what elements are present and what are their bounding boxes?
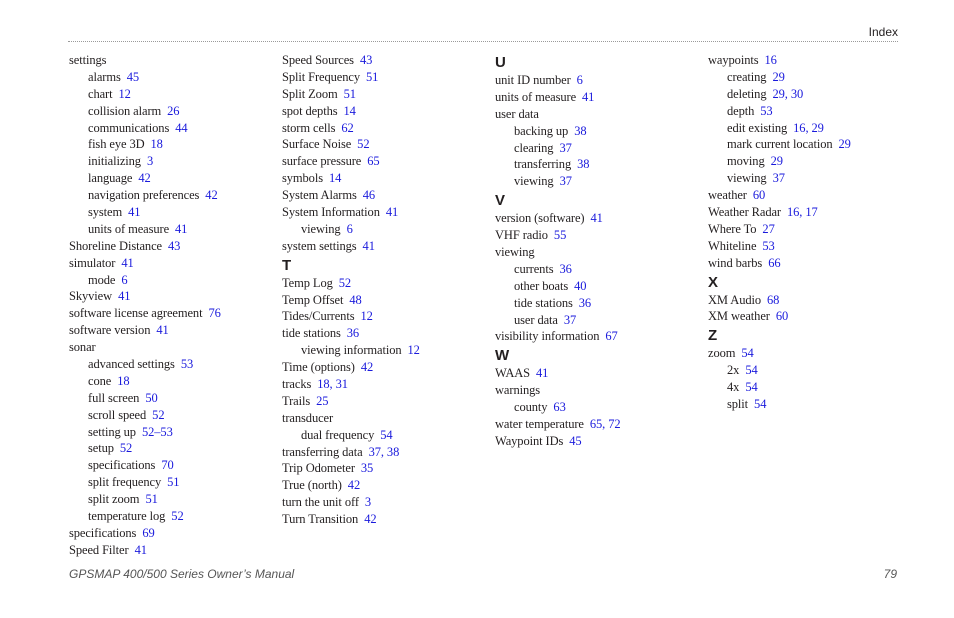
entry-term: unit ID number xyxy=(495,73,571,87)
index-entry xyxy=(69,255,269,272)
index-subentry xyxy=(69,491,269,508)
page-link[interactable]: 50 xyxy=(145,390,158,405)
page-link[interactable]: 16, 29 xyxy=(793,120,824,135)
page-link[interactable]: 42 xyxy=(360,360,374,375)
index-entry xyxy=(708,292,908,309)
page-link[interactable]: 52 xyxy=(338,275,352,290)
entry-term: split zoom xyxy=(88,492,140,507)
page-link[interactable]: 29 xyxy=(838,137,851,152)
entry-term: split frequency xyxy=(88,475,162,490)
entry-term: surface pressure xyxy=(282,154,362,169)
entry-term: turn the unit off xyxy=(282,495,359,510)
entry-term: moving xyxy=(727,154,765,169)
entry-term: setting up xyxy=(88,424,136,439)
page-link[interactable]: 41 xyxy=(582,89,595,104)
entry-term: collision alarm xyxy=(88,103,162,118)
page-link[interactable]: 12 xyxy=(118,86,131,101)
index-entry xyxy=(282,359,482,376)
entry-term: System Alarms xyxy=(282,188,357,203)
entry-term: software version xyxy=(69,323,151,338)
page-link[interactable]: 42 xyxy=(347,478,361,493)
entry-term: Surface Noise xyxy=(282,137,352,152)
entry-term: navigation preferences xyxy=(88,188,200,203)
entry-term: edit existing xyxy=(727,120,788,135)
index-letter-heading: W xyxy=(495,347,510,365)
index-entry xyxy=(282,204,482,221)
entry-term: storm cells xyxy=(282,120,336,135)
entry-term: user data xyxy=(495,106,539,121)
index-subentry xyxy=(69,221,269,238)
index-entry xyxy=(708,221,908,238)
entry-term: alarms xyxy=(88,69,121,84)
page-link[interactable]: 29 xyxy=(772,69,785,84)
index-entry xyxy=(282,444,482,461)
entry-term: Weather Radar xyxy=(708,205,781,220)
entry-term: units of measure xyxy=(88,221,170,236)
index-entry xyxy=(282,393,482,410)
index-subentry xyxy=(495,156,695,173)
index-letter-heading: U xyxy=(495,54,506,71)
index-subentry xyxy=(69,69,269,86)
page-link[interactable]: 52–53 xyxy=(141,424,173,439)
index-entry xyxy=(495,244,695,261)
index-subentry xyxy=(69,103,269,120)
index-entry xyxy=(69,305,269,322)
page-link[interactable]: 69 xyxy=(142,525,155,540)
page-link[interactable]: 45 xyxy=(126,69,140,84)
index-entry xyxy=(495,210,695,227)
index-entry xyxy=(708,238,908,255)
entry-term: language xyxy=(88,171,133,186)
index-subentry xyxy=(708,153,908,170)
entry-term: XM Audio xyxy=(708,292,762,307)
entry-term: spot depths xyxy=(282,103,338,118)
index-subentry xyxy=(69,120,269,137)
index-entry xyxy=(495,382,695,399)
index-subentry xyxy=(69,272,269,289)
index-subentry xyxy=(282,427,482,444)
page-link[interactable]: 51 xyxy=(145,492,158,507)
page-link[interactable]: 36 xyxy=(346,326,360,341)
index-subentry xyxy=(708,396,908,413)
page-link[interactable]: 52 xyxy=(152,407,165,422)
entry-term: mark current location xyxy=(727,137,833,152)
page-link[interactable]: 12 xyxy=(407,343,420,358)
page-link[interactable]: 62 xyxy=(341,120,354,135)
index-entry xyxy=(282,170,482,187)
index-entry xyxy=(69,238,269,255)
entry-term: Where To xyxy=(708,221,757,236)
index-subentry xyxy=(495,261,695,278)
entry-term: advanced settings xyxy=(88,357,175,372)
page-link[interactable]: 18 xyxy=(150,137,163,152)
page-link[interactable]: 65 xyxy=(367,154,380,169)
page-link[interactable]: 51 xyxy=(167,475,180,490)
page-link[interactable]: 41 xyxy=(590,211,603,226)
index-entry xyxy=(282,460,482,477)
index-subentry xyxy=(495,278,695,295)
entry-term: WAAS xyxy=(495,366,531,381)
page-link[interactable]: 3 xyxy=(364,495,372,510)
entry-term: True (north) xyxy=(282,478,342,493)
index-entry xyxy=(69,288,269,305)
index-entry xyxy=(495,328,695,345)
page-link[interactable]: 42 xyxy=(364,512,377,527)
page-link[interactable]: 66 xyxy=(768,255,781,270)
entry-term: XM weather xyxy=(708,309,770,324)
entry-term: version (software) xyxy=(495,211,585,226)
entry-term: settings xyxy=(69,53,107,67)
page-link[interactable]: 37 xyxy=(772,171,785,186)
page-link[interactable]: 41 xyxy=(385,205,399,220)
index-entry xyxy=(69,52,269,69)
page-link[interactable]: 14 xyxy=(343,103,356,118)
page-link[interactable]: 6 xyxy=(121,272,128,287)
entry-term: transferring data xyxy=(282,444,363,459)
entry-term: specifications xyxy=(69,525,137,540)
entry-term: transducer xyxy=(282,410,334,425)
entry-term: viewing xyxy=(495,245,535,260)
index-entry xyxy=(282,69,482,86)
page-link[interactable]: 14 xyxy=(328,171,342,186)
entry-term: tracks xyxy=(282,377,312,392)
entry-term: viewing xyxy=(727,171,767,186)
page-link[interactable]: 67 xyxy=(605,329,618,344)
index-entry xyxy=(495,227,695,244)
page-link[interactable]: 46 xyxy=(362,188,376,203)
index-subentry xyxy=(69,170,269,187)
page-link[interactable]: 63 xyxy=(553,400,566,415)
page-link[interactable]: 36 xyxy=(559,261,572,276)
page-link[interactable]: 42 xyxy=(138,171,151,186)
page-link[interactable]: 41 xyxy=(118,289,131,304)
entry-term: Trails xyxy=(282,393,311,408)
page-link[interactable]: 16 xyxy=(764,53,777,67)
entry-term: viewing xyxy=(301,221,341,236)
entry-term: VHF radio xyxy=(495,228,548,243)
page-link[interactable]: 76 xyxy=(208,306,221,321)
page-number: 79 xyxy=(883,567,897,581)
entry-term: viewing xyxy=(514,174,554,189)
index-subentry xyxy=(708,103,908,120)
page-link[interactable]: 55 xyxy=(553,228,567,243)
entry-term: creating xyxy=(727,69,767,84)
page-link[interactable]: 6 xyxy=(346,221,353,236)
index-subentry xyxy=(708,69,908,86)
page-link[interactable]: 52 xyxy=(357,137,370,152)
page-link[interactable]: 16, 17 xyxy=(787,205,818,220)
index-subentry xyxy=(282,221,482,238)
page-link[interactable]: 41 xyxy=(362,238,375,253)
index-subentry xyxy=(69,373,269,390)
index-subentry xyxy=(708,136,908,153)
index-subentry xyxy=(495,399,695,416)
page-link[interactable]: 53 xyxy=(760,103,773,118)
entry-term: Waypoint IDs xyxy=(495,433,564,448)
page-link[interactable]: 54 xyxy=(754,397,767,412)
entry-term: simulator xyxy=(69,255,116,270)
entry-term: zoom xyxy=(708,346,736,361)
entry-term: 4x xyxy=(727,380,740,395)
page-link[interactable]: 38 xyxy=(577,157,590,172)
entry-term: System Information xyxy=(282,205,380,220)
header-divider xyxy=(68,41,898,42)
entry-term: initializing xyxy=(88,154,141,169)
entry-term: depth xyxy=(727,103,755,118)
page-link[interactable]: 29, 30 xyxy=(772,86,804,101)
manual-title: GPSMAP 400/500 Series Owner’s Manual xyxy=(69,567,295,581)
page-link[interactable]: 29 xyxy=(770,154,783,169)
index-letter-heading: X xyxy=(708,273,719,291)
entry-term: Split Zoom xyxy=(282,86,338,101)
index-entry xyxy=(708,187,908,204)
entry-term: Speed Sources xyxy=(282,53,354,67)
entry-term: weather xyxy=(708,188,747,203)
page-link[interactable]: 43 xyxy=(167,238,181,253)
entry-term: Temp Log xyxy=(282,275,333,290)
entry-term: Split Frequency xyxy=(282,69,361,84)
entry-term: Turn Transition xyxy=(282,512,359,527)
index-entry xyxy=(282,511,482,528)
index-column-1 xyxy=(69,52,269,559)
index-subentry xyxy=(69,136,269,153)
index-entry xyxy=(282,153,482,170)
page-link[interactable]: 53 xyxy=(180,357,194,372)
index-entry xyxy=(282,86,482,103)
page-link[interactable]: 54 xyxy=(745,363,758,378)
entry-term: visibility information xyxy=(495,329,600,344)
page-link[interactable]: 68 xyxy=(767,292,780,307)
page-link[interactable]: 6 xyxy=(576,73,583,87)
section-label: Index xyxy=(868,25,898,39)
entry-term: system xyxy=(88,205,123,220)
index-entry xyxy=(282,325,482,342)
page-link[interactable]: 42 xyxy=(205,188,218,203)
index-subentry xyxy=(69,86,269,103)
entry-term: split xyxy=(727,397,749,412)
index-entry xyxy=(282,292,482,309)
page-link[interactable]: 41 xyxy=(128,205,141,220)
page-link[interactable]: 65, 72 xyxy=(589,417,621,432)
page-link[interactable]: 12 xyxy=(360,309,373,324)
entry-term: Speed Filter xyxy=(69,542,129,557)
index-subentry xyxy=(69,440,269,457)
page-link[interactable]: 51 xyxy=(366,69,379,84)
index-entry xyxy=(282,275,482,292)
page-link[interactable]: 52 xyxy=(119,441,133,456)
page-link[interactable]: 25 xyxy=(316,393,329,408)
index-subentry xyxy=(69,187,269,204)
entry-term: currents xyxy=(514,261,554,276)
page-link[interactable]: 41 xyxy=(536,366,549,381)
entry-term: viewing information xyxy=(301,343,402,358)
index-subentry xyxy=(69,407,269,424)
page-link[interactable]: 38 xyxy=(574,123,587,138)
index-subentry xyxy=(708,362,908,379)
index-column-2 xyxy=(282,52,482,528)
entry-term: Time (options) xyxy=(282,360,355,375)
page-link[interactable]: 37 xyxy=(559,140,572,155)
page-link[interactable]: 45 xyxy=(569,433,582,448)
entry-term: symbols xyxy=(282,171,323,186)
page-link[interactable]: 43 xyxy=(359,53,373,67)
entry-term: software license agreement xyxy=(69,306,203,321)
index-subentry xyxy=(708,120,908,137)
entry-term: tide stations xyxy=(514,295,573,310)
page-link[interactable]: 41 xyxy=(156,323,169,338)
index-subentry xyxy=(495,312,695,329)
index-entry xyxy=(708,308,908,325)
entry-term: 2x xyxy=(727,363,740,378)
index-subentry xyxy=(69,457,269,474)
entry-term: transferring xyxy=(514,157,572,172)
index-subentry xyxy=(69,153,269,170)
index-column-4 xyxy=(708,52,908,413)
index-entry xyxy=(282,52,482,69)
entry-term: deleting xyxy=(727,86,767,101)
entry-term: setup xyxy=(88,441,114,456)
index-entry xyxy=(708,204,908,221)
entry-term: water temperature xyxy=(495,417,584,432)
entry-term: fish eye 3D xyxy=(88,137,145,152)
index-subentry xyxy=(708,86,908,103)
index-subentry xyxy=(69,508,269,525)
page-link[interactable]: 37 xyxy=(559,174,572,189)
entry-term: full screen xyxy=(88,390,140,405)
entry-term: cone xyxy=(88,373,112,388)
entry-term: units of measure xyxy=(495,89,577,104)
index-subentry xyxy=(69,474,269,491)
entry-term: wind barbs xyxy=(708,255,763,270)
page-link[interactable]: 48 xyxy=(349,292,362,307)
entry-term: tide stations xyxy=(282,326,341,341)
entry-term: specifications xyxy=(88,458,156,473)
page-link[interactable]: 36 xyxy=(578,295,592,310)
entry-term: system settings xyxy=(282,238,357,253)
page-link[interactable]: 60 xyxy=(752,188,766,203)
entry-term: waypoints xyxy=(708,53,759,67)
index-letter-heading: T xyxy=(282,256,292,274)
page-link[interactable]: 26 xyxy=(167,103,180,118)
index-entry xyxy=(495,106,695,123)
index-entry xyxy=(282,187,482,204)
index-entry xyxy=(282,238,482,255)
index-entry xyxy=(69,339,269,356)
index-entry xyxy=(282,120,482,137)
entry-term: Whiteline xyxy=(708,238,757,253)
index-column-3 xyxy=(495,52,695,450)
index-entry xyxy=(282,103,482,120)
page-link[interactable]: 41 xyxy=(134,542,147,557)
entry-term: user data xyxy=(514,312,558,327)
page-link[interactable]: 41 xyxy=(175,221,188,236)
page-link[interactable]: 27 xyxy=(762,221,775,236)
index-subentry xyxy=(708,170,908,187)
entry-term: Shoreline Distance xyxy=(69,238,162,253)
index-subentry xyxy=(495,140,695,157)
index-entry xyxy=(282,477,482,494)
entry-term: sonar xyxy=(69,340,96,355)
page-link[interactable]: 60 xyxy=(775,309,789,324)
entry-term: Temp Offset xyxy=(282,292,344,307)
entry-term: temperature log xyxy=(88,509,166,524)
entry-term: backing up xyxy=(514,123,569,138)
entry-term: clearing xyxy=(514,140,554,155)
page-link[interactable]: 53 xyxy=(762,238,775,253)
entry-term: mode xyxy=(88,272,116,287)
index-entry xyxy=(282,410,482,427)
page-link[interactable]: 40 xyxy=(574,278,587,293)
index-subentry xyxy=(69,204,269,221)
page-link[interactable]: 44 xyxy=(175,120,188,135)
entry-term: scroll speed xyxy=(88,407,147,422)
index-entry xyxy=(708,52,908,69)
page-link[interactable]: 18 xyxy=(117,373,130,388)
page-link[interactable]: 37, 38 xyxy=(368,444,400,459)
index-entry xyxy=(495,72,695,89)
index-entry xyxy=(69,542,269,559)
entry-term: warnings xyxy=(495,383,541,398)
index-entry xyxy=(708,255,908,272)
page-link[interactable]: 3 xyxy=(146,154,154,169)
entry-term: communications xyxy=(88,120,170,135)
index-entry xyxy=(495,416,695,433)
index-subentry xyxy=(495,295,695,312)
page-link[interactable]: 51 xyxy=(343,86,356,101)
index-subentry xyxy=(69,424,269,441)
index-entry xyxy=(282,494,482,511)
index-entry xyxy=(708,345,908,362)
entry-term: other boats xyxy=(514,278,569,293)
index-subentry xyxy=(69,390,269,407)
page-link[interactable]: 54 xyxy=(380,427,393,442)
page-link[interactable]: 35 xyxy=(360,461,374,476)
index-entry xyxy=(69,525,269,542)
index-entry xyxy=(495,433,695,450)
index-entry xyxy=(69,322,269,339)
page-link[interactable]: 52 xyxy=(171,509,184,524)
index-entry xyxy=(282,308,482,325)
entry-term: dual frequency xyxy=(301,427,375,442)
index-subentry xyxy=(282,342,482,359)
index-subentry xyxy=(708,379,908,396)
index-subentry xyxy=(495,173,695,190)
index-entry xyxy=(495,365,695,382)
page-link[interactable]: 70 xyxy=(161,458,174,473)
entry-term: county xyxy=(514,400,548,415)
page-link[interactable]: 37 xyxy=(563,312,577,327)
index-letter-heading: Z xyxy=(708,327,718,345)
entry-term: Trip Odometer xyxy=(282,461,355,476)
page-link[interactable]: 41 xyxy=(121,255,134,270)
entry-term: chart xyxy=(88,86,113,101)
index-entry xyxy=(495,89,695,106)
index-subentry xyxy=(69,356,269,373)
entry-term: Tides/Currents xyxy=(282,309,355,324)
index-entry xyxy=(282,136,482,153)
index-subentry xyxy=(495,123,695,140)
entry-term: Skyview xyxy=(69,289,113,304)
index-letter-heading: V xyxy=(495,192,506,210)
page-link[interactable]: 18, 31 xyxy=(317,377,348,392)
page-link[interactable]: 54 xyxy=(741,346,754,361)
index-entry xyxy=(282,376,482,393)
page-link[interactable]: 54 xyxy=(745,380,758,395)
